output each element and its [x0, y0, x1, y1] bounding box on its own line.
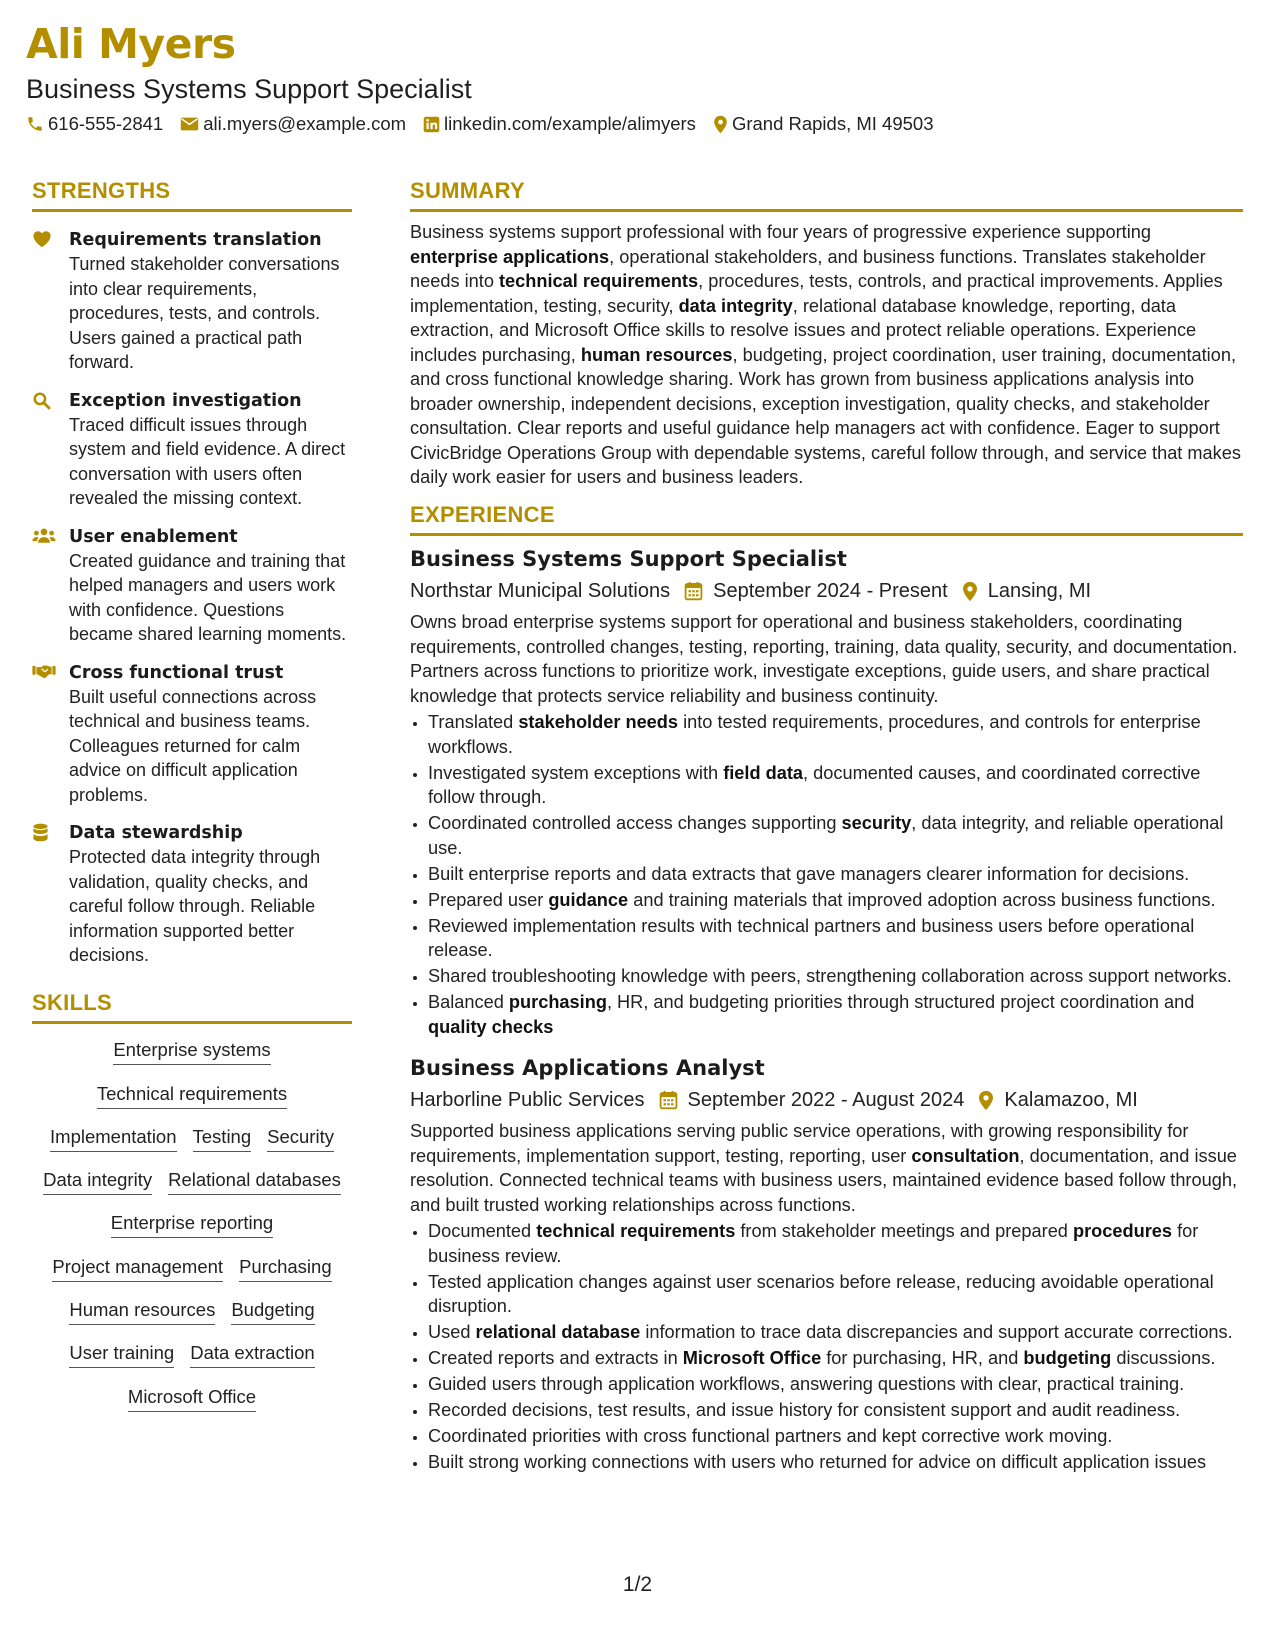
job-title: Business Systems Support Specialist [410, 547, 847, 572]
bullet-item: • Guided users through application workflows, answering questions with clear, practical training. [428, 1372, 1243, 1397]
contact-location [713, 113, 934, 135]
skill-tag: Security [267, 1125, 334, 1152]
job-bullets [410, 1219, 1243, 1475]
skill-row [32, 1038, 352, 1065]
strengths-title: STRENGTHS [32, 178, 352, 212]
skill-tag: Microsoft Office [128, 1385, 256, 1412]
skill-row [32, 1255, 352, 1282]
job-description: Supported business applications serving public service operations, with growing responsibility for requirements, implementation support, testing, reporting, user consultation, documentation, and issue resolution. Connected technical teams with business users, maintained evidence based follow through, and built trusted working relationships across functions. [410, 1121, 1237, 1215]
right-column [410, 178, 1243, 1476]
candidate-role: Business Systems Support Specialist [26, 74, 472, 104]
users-icon [32, 527, 56, 544]
strength-item [32, 525, 352, 647]
bullet-item: • Built strong working connections with users who returned for advice on difficult application issues [428, 1450, 1243, 1475]
contact-email-text: ali.myers@example.com [203, 113, 407, 134]
database-icon [32, 823, 49, 843]
skills-section [32, 990, 352, 1412]
skill-tag: Human resources [69, 1298, 215, 1325]
skill-row [32, 1298, 352, 1325]
job-description: Owns broad enterprise systems support for operational and business stakeholders, coordinating requirements, controlled changes, testing, reporting, training, data quality, security, and documentation. Partners across functions to prioritize work, investigate exceptions, guide users, and share practical knowledge that protects service reliability and business continuity. [410, 612, 1238, 706]
bullet-item: • Used relational database information to trace data discrepancies and support accurate corrections. [428, 1320, 1243, 1345]
candidate-name: Ali Myers [26, 20, 236, 68]
phone-icon [26, 115, 44, 133]
bullet-item: • Prepared user guidance and training materials that improved adoption across business functions. [428, 888, 1243, 913]
job-location: Lansing, MI [987, 580, 1092, 603]
experience-title: EXPERIENCE [410, 502, 1243, 536]
contact-bar [26, 113, 951, 135]
left-column [32, 178, 352, 1428]
skill-tag: Enterprise reporting [111, 1211, 273, 1238]
calendar-icon [659, 1090, 678, 1110]
job-title: Business Applications Analyst [410, 1056, 765, 1081]
skill-tag: Budgeting [231, 1298, 314, 1325]
skill-tag: Data extraction [190, 1341, 314, 1368]
summary-text: Business systems support professional with four years of progressive experience supporting enterprise applications, operational stakeholders, and business functions. Translates stakeholder needs into technical requirements, procedures, tests, controls, and practical improvements. Applies implementation, testing, security, data integrity, relational database knowledge, reporting, data extraction, and Microsoft Office skills to resolve issues and protect reliable operations. Experience includes purchasing, human resources, budgeting, project coordination, user training, documentation, and cross functional knowledge sharing. Work has grown from business applications analysis into broader ownership, independent decisions, exception investigation, quality checks, and stakeholder consultation. Clear reports and useful guidance help managers act with confidence. Eager to support CivicBridge Operations Group with dependable systems, careful follow through, and service that makes daily work easier for users and business leaders. [410, 222, 1241, 488]
strength-text: Traced difficult issues through system and field evidence. A direct conversation with users often revealed the missing context. [69, 414, 346, 509]
bullet-item: • Created reports and extracts in Microsoft Office for purchasing, HR, and budgeting discussions. [428, 1346, 1243, 1371]
strength-item [32, 389, 352, 511]
contact-email[interactable] [180, 113, 406, 135]
contact-linkedin-text: linkedin.com/example/alimyers [444, 113, 696, 134]
job-meta [410, 576, 1243, 606]
bullet-item: • Investigated system exceptions with field data, documented causes, and coordinated corrective follow through. [428, 761, 1243, 810]
experience-section [410, 502, 1243, 1475]
page-number: 1/2 [622, 1573, 653, 1596]
bullet-item: • Balanced purchasing, HR, and budgeting priorities through structured project coordination and quality checks [428, 990, 1243, 1039]
handshake-icon [32, 663, 56, 680]
job-location: Kalamazoo, MI [1004, 1089, 1138, 1112]
skill-tag: Enterprise systems [113, 1038, 270, 1065]
map-pin-icon [978, 1090, 994, 1111]
skill-tag: Project management [52, 1255, 223, 1282]
skill-tag: Relational databases [168, 1168, 341, 1195]
job-dates: September 2022 - August 2024 [687, 1089, 965, 1112]
strength-item [32, 821, 352, 968]
strength-text: Protected data integrity through validation, quality checks, and careful follow through. Reliable information supported better decisions. [69, 847, 321, 966]
skill-tag: Technical requirements [97, 1082, 287, 1109]
skill-tag: Data integrity [43, 1168, 152, 1195]
job-entry [410, 544, 1243, 1039]
strength-title: Cross functional trust [69, 662, 284, 683]
bullet-item: • Tested application changes against user scenarios before release, reducing avoidable operational disruption. [428, 1270, 1243, 1319]
magnifier-icon [32, 391, 51, 410]
strength-text: Created guidance and training that helped managers and users work with confidence. Questions became shared learning moments. [69, 550, 347, 645]
skill-row [32, 1082, 352, 1109]
strength-title: Requirements translation [69, 230, 322, 251]
skill-row [32, 1125, 352, 1152]
envelope-icon [180, 116, 199, 132]
strength-item [32, 228, 352, 375]
strengths-section [32, 178, 352, 968]
bullet-item: • Coordinated priorities with cross functional partners and kept corrective work moving. [428, 1424, 1243, 1449]
bullet-item: • Reviewed implementation results with technical partners and business users before operational release. [428, 914, 1243, 963]
bullet-item: • Built enterprise reports and data extracts that gave managers clearer information for decisions. [428, 862, 1243, 887]
skill-tag: Purchasing [239, 1255, 332, 1282]
contact-phone [26, 113, 163, 135]
bullet-item: • Translated stakeholder needs into tested requirements, procedures, and controls for enterprise workflows. [428, 710, 1243, 759]
strength-text: Turned stakeholder conversations into clear requirements, procedures, tests, and controls. Users gained a practical path forward. [69, 254, 340, 373]
bullet-item: • Recorded decisions, test results, and issue history for consistent support and audit readiness. [428, 1398, 1243, 1423]
contact-location-text: Grand Rapids, MI 49503 [731, 113, 934, 134]
strength-text: Built useful connections across technical and business teams. Colleagues returned for calm advice on difficult application problems. [69, 686, 317, 805]
map-pin-icon [962, 581, 978, 602]
job-meta [410, 1085, 1243, 1115]
calendar-icon [684, 581, 703, 601]
strength-title: User enablement [69, 526, 238, 547]
map-pin-icon [713, 115, 728, 134]
job-dates: September 2024 - Present [713, 580, 948, 603]
bullet-item: • Coordinated controlled access changes supporting security, data integrity, and reliable operational use. [428, 811, 1243, 860]
skill-tag: Testing [193, 1125, 252, 1152]
job-company: Northstar Municipal Solutions [410, 580, 671, 603]
strength-item [32, 661, 352, 808]
skills-title: SKILLS [32, 990, 352, 1024]
skill-row [32, 1211, 352, 1238]
linkedin-icon [423, 116, 440, 133]
skill-row [32, 1341, 352, 1368]
summary-title: SUMMARY [410, 178, 1243, 212]
job-company: Harborline Public Services [410, 1089, 645, 1112]
skill-row [32, 1168, 352, 1195]
strength-title: Data stewardship [69, 823, 243, 844]
bullet-item: • Documented technical requirements from stakeholder meetings and prepared procedures for business review. [428, 1219, 1243, 1268]
bullet-item: • Shared troubleshooting knowledge with peers, strengthening collaboration across support networks. [428, 964, 1243, 989]
summary-section [410, 178, 1243, 490]
skill-tag: Implementation [50, 1125, 176, 1152]
heart-icon [32, 230, 52, 248]
contact-linkedin[interactable] [423, 113, 696, 135]
job-bullets [410, 710, 1243, 1039]
skill-tag: User training [69, 1341, 174, 1368]
job-entry [410, 1053, 1243, 1475]
strength-title: Exception investigation [69, 390, 302, 411]
skill-row [32, 1385, 352, 1412]
contact-phone-text: 616-555-2841 [48, 113, 164, 134]
skills-list [32, 1038, 352, 1411]
